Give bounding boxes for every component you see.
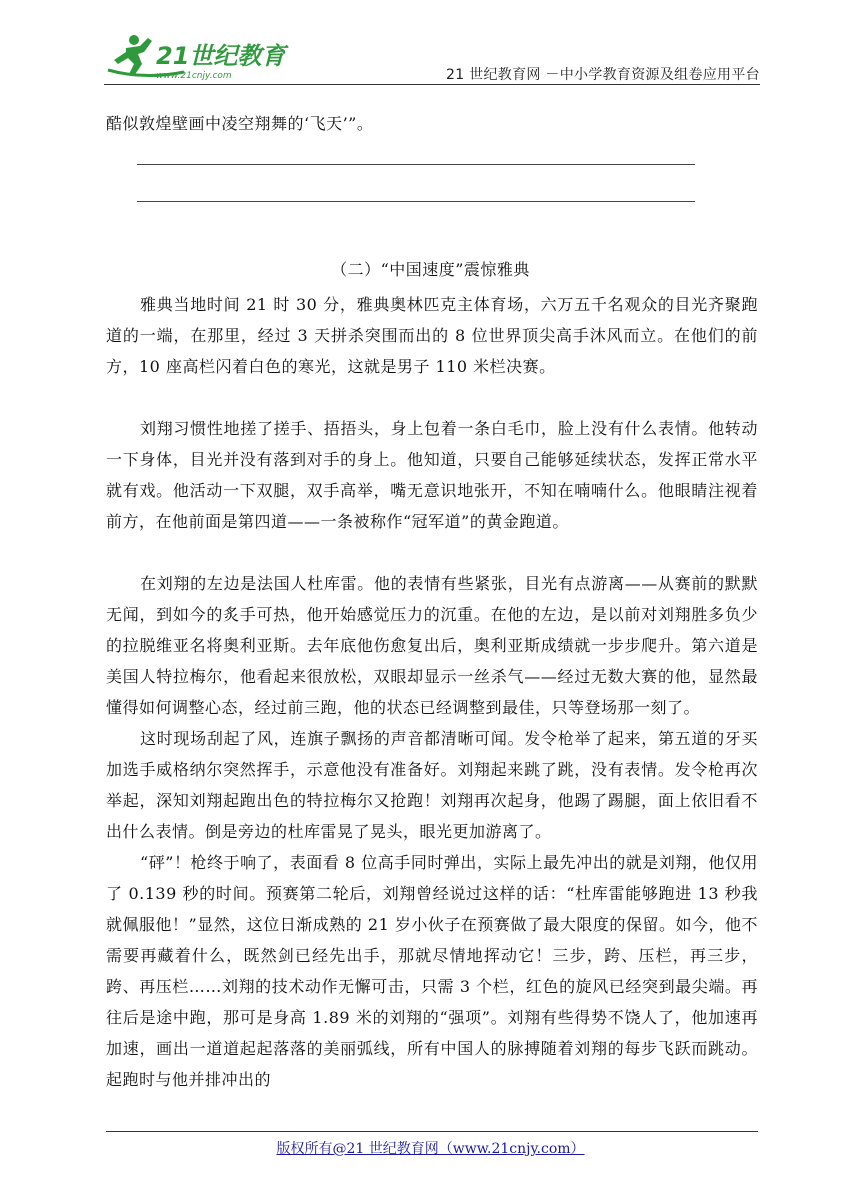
paragraph-1: 雅典当地时间 21 时 30 分，雅典奥林匹克主体育场，六万五千名观众的目光齐聚跑道的一端，在那里，经过 3 天拼杀突围而出的 8 位世界顶尖高手沐风而立。在他们的前方，10 座高栏闪着白色的寒光，这就是男子 110 米栏决赛。	[106, 295, 758, 376]
intro-line: 酷似敦煌壁画中凌空翔舞的‘飞天’”。	[106, 114, 374, 133]
paragraph-2: 刘翔习惯性地搓了搓手、捂捂头，身上包着一条白毛巾，脸上没有什么表情。他转动一下身体，目光并没有落到对手的身上。他知道，只要自己能够延续状态，发挥正常水平就有戏。他活动一下双腿，双手高举，嘴无意识地张开，不知在喃喃什么。他眼睛注视着前方，在他前面是第四道——一条被称作“冠军道”的黄金跑道。	[106, 419, 758, 531]
site-logo[interactable]	[104, 30, 294, 86]
runner-logo-icon	[104, 30, 294, 86]
paragraph-3: 在刘翔的左边是法国人杜库雷。他的表情有些紧张，目光有点游离——从赛前的默默无闻，到如今的炙手可热，他开始感觉压力的沉重。在他的左边，是以前对刘翔胜多负少的拉脱维亚名将奥利亚斯。去年底他伤愈复出后，奥利亚斯成绩就一步步爬升。第六道是美国人特拉梅尔，他看起来很放松，双眼却显示一丝杀气——经过无数大赛的他，显然最懂得如何调整心态，经过前三跑，他的状态已经调整到最佳，只等登场那一刻了。	[106, 574, 758, 717]
logo-url: www.21cnjy.com	[156, 71, 232, 81]
answer-line-1[interactable]	[137, 164, 695, 165]
answer-line-2[interactable]	[137, 201, 695, 202]
page-header	[0, 0, 861, 95]
paragraph-5: “砰”！枪终于响了，表面看 8 位高手同时弹出，实际上最先冲出的就是刘翔，他仅用了 0.139 秒的时间。预赛第二轮后，刘翔曾经说过这样的话：“杜库雷能够跑进 13 秒我就佩服他！”显然，这位日渐成熟的 21 岁小伙子在预赛做了最大限度的保留。如今，他不需要再藏着什么，既然剑已经先出手，那就尽情地挥动它！三步，跨、压栏，再三步，跨、再压栏……刘翔的技术动作无懈可击，只需 3 个栏，红色的旋风已经突到最尖端。再往后是途中跑，那可是身高 1.89 米的刘翔的“强项”。刘翔有些得势不饶人了，他加速再加速，画出一道道起起落落的美丽弧线，所有中国人的脉搏随着刘翔的每步飞跃而跳动。起跑时与他并排冲出的	[106, 853, 758, 1089]
section-title: （二）“中国速度”震惊雅典	[331, 260, 530, 279]
copyright-link[interactable]: 版权所有@21 世纪教育网（www.21cnjy.com）	[276, 1141, 585, 1157]
header-tagline: 21 世纪教育网 －中小学教育资源及组卷应用平台	[446, 67, 760, 83]
paragraph-4: 这时现场刮起了风，连旗子飘扬的声音都清晰可闻。发令枪举了起来，第五道的牙买加选手威格纳尔突然挥手，示意他没有准备好。刘翔起来跳了跳，没有表情。发令枪再次举起，深知刘翔起跑出色的特拉梅尔又抢跑！刘翔再次起身，他踢了踢腿，面上依旧看不出什么表情。倒是旁边的杜库雷晃了晃头，眼光更加游离了。	[106, 729, 758, 841]
footer-divider	[106, 1131, 758, 1132]
header-divider	[104, 84, 760, 85]
logo-text: 21世纪教育	[156, 42, 286, 70]
